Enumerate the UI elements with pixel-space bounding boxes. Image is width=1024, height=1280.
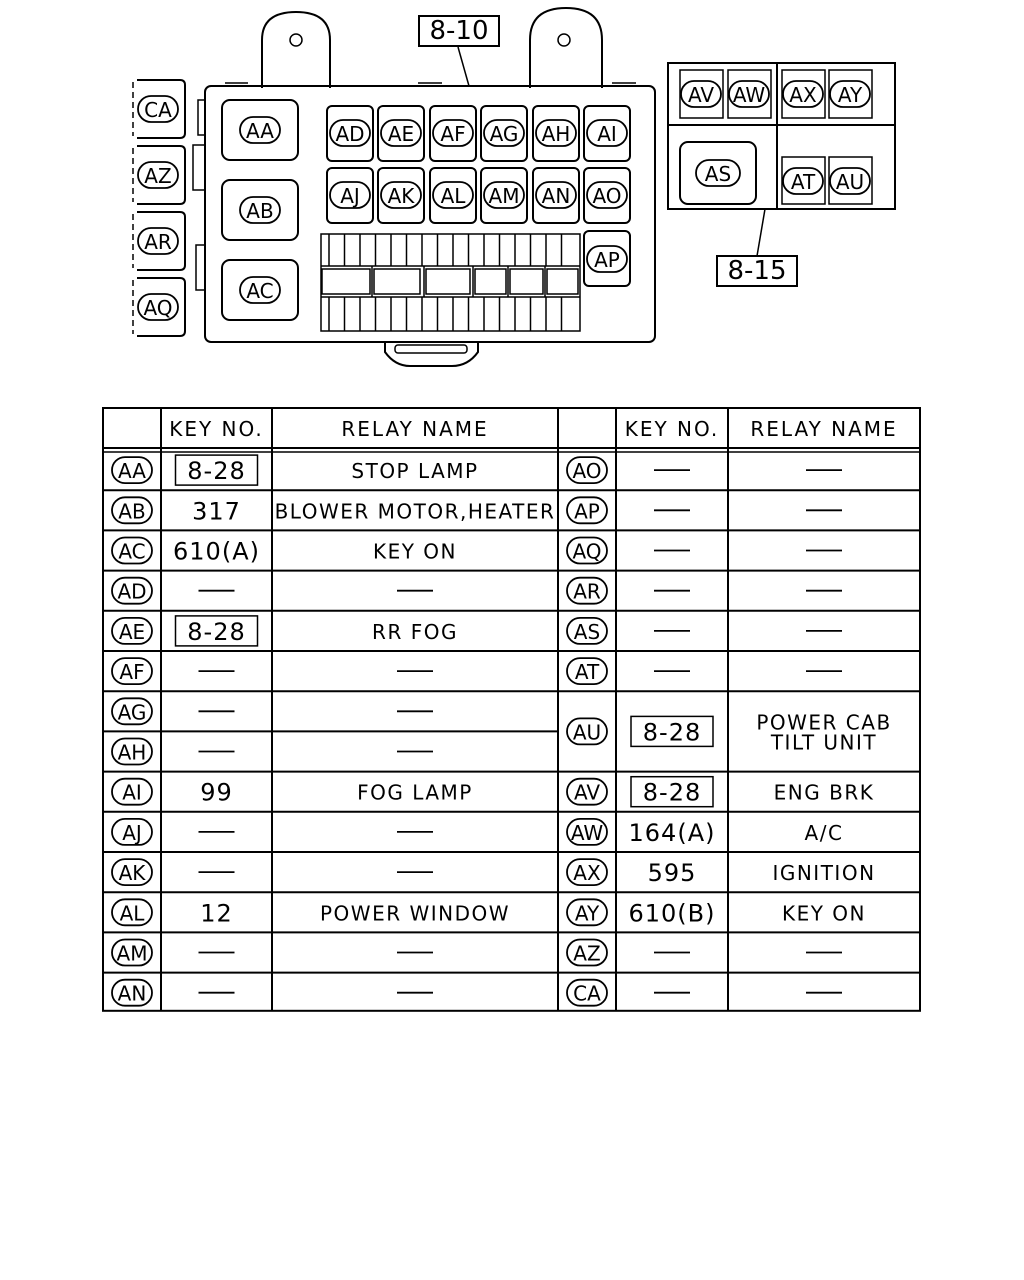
table-row: [103, 571, 558, 604]
table-row: [103, 772, 558, 807]
relay-code-text: AN: [541, 184, 571, 208]
row-code-an: [112, 980, 152, 1006]
relay-aw: [728, 70, 771, 118]
relay-label-aw: [729, 81, 769, 107]
relay-ab: [222, 180, 298, 240]
relay-name: A/C: [804, 820, 844, 845]
relay-label-an: [536, 182, 576, 208]
relay-label-aq: [138, 294, 178, 320]
relay-code-text: AS: [573, 619, 601, 644]
relay-at: [782, 157, 825, 204]
key-number: 595: [647, 859, 697, 888]
relay-ar: [133, 212, 185, 270]
relay-code-text: AZ: [144, 164, 172, 188]
row-code-ah: [112, 739, 152, 765]
row-code-ap: [567, 497, 607, 523]
relay-am: [481, 168, 527, 223]
table-row: [103, 973, 558, 1006]
relay-code-text: AF: [119, 660, 145, 685]
relay-label-ap: [587, 246, 627, 272]
relay-code-text: AQ: [572, 539, 602, 564]
row-code-ax: [567, 859, 607, 885]
relay-code-text: AK: [387, 184, 415, 208]
relay-code-text: AX: [573, 861, 601, 886]
table-header: [169, 417, 897, 441]
relay-code-text: CA: [144, 98, 172, 122]
ref-callout-main: [419, 16, 499, 86]
row-code-aa: [112, 457, 152, 483]
row-code-aq: [567, 538, 607, 564]
relay-label-ao: [587, 182, 627, 208]
row-code-ag: [112, 698, 152, 724]
relay-name: KEY ON: [372, 539, 458, 564]
relay-code-text: AX: [789, 83, 817, 107]
relay-code-text: AQ: [143, 296, 173, 320]
relay-label-ak: [381, 182, 421, 208]
row-code-au: [567, 718, 607, 744]
relay-name: RR FOG: [372, 619, 458, 644]
relay-code-text: AA: [118, 459, 146, 484]
row-code-ad: [112, 578, 152, 604]
header-cell: KEY NO.: [624, 417, 720, 441]
row-code-ca: [567, 980, 607, 1006]
relay-code-text: AI: [597, 122, 617, 146]
relay-code-text: AV: [687, 83, 715, 107]
relay-name: FOG LAMP: [357, 780, 473, 805]
key-number: 99: [200, 778, 233, 807]
table-row: [558, 892, 920, 927]
table-row: [103, 611, 558, 646]
relay-code-text: AY: [837, 83, 863, 107]
relay-code-text: AA: [246, 119, 274, 143]
table-row: [103, 731, 558, 764]
relay-code-text: AC: [118, 539, 146, 564]
header-cell: RELAY NAME: [341, 417, 489, 441]
relay-label-as: [696, 160, 740, 186]
relay-ap: [584, 231, 630, 286]
relay-code-text: AP: [594, 248, 620, 272]
row-code-at: [567, 658, 607, 684]
relay-label-aj: [330, 182, 370, 208]
key-number: 8-28: [187, 457, 246, 486]
relay-code-text: AF: [440, 122, 466, 146]
row-code-ae: [112, 618, 152, 644]
relay-name: ENG BRK: [773, 780, 875, 805]
relay-label-av: [681, 81, 721, 107]
relay-code-text: AE: [387, 122, 415, 146]
row-code-af: [112, 658, 152, 684]
relay-ai: [584, 106, 630, 161]
relay-code-text: AJ: [340, 184, 360, 208]
relay-label-ay: [830, 81, 870, 107]
relay-label-ab: [240, 197, 280, 223]
relay-name-line2: TILT UNIT: [770, 730, 878, 755]
key-number: 8-28: [642, 778, 702, 807]
relay-aa: [222, 100, 298, 160]
relay-label-am: [484, 182, 524, 208]
relay-label-au: [830, 168, 870, 194]
ref-side-label: 8-15: [727, 256, 787, 286]
table-row: [558, 651, 920, 684]
relay-code-text: AZ: [573, 941, 601, 966]
table-row: [103, 530, 558, 565]
relay-label-ca: [138, 96, 178, 122]
relay-code-text: AB: [246, 199, 274, 223]
relay-code-text: AT: [574, 660, 600, 685]
relay-label-ad: [330, 120, 370, 146]
row-code-as: [567, 618, 607, 644]
relay-label-ae: [381, 120, 421, 146]
row-code-am: [112, 940, 152, 966]
relay-code-text: AL: [440, 184, 466, 208]
relay-code-text: AS: [704, 162, 732, 186]
row-code-ac: [112, 538, 152, 564]
relay-code-text: AP: [574, 499, 600, 524]
relay-av: [680, 70, 723, 118]
relay-ad: [327, 106, 373, 161]
relay-label-ar: [138, 228, 178, 254]
relay-code-text: AJ: [122, 820, 142, 845]
ref-main-label: 8-10: [429, 16, 489, 46]
row-code-av: [567, 779, 607, 805]
relay-code-text: AB: [118, 499, 146, 524]
key-number: 12: [200, 899, 233, 928]
relay-aq: [133, 278, 185, 336]
relay-name: IGNITION: [772, 861, 876, 886]
key-number: 317: [192, 497, 241, 526]
relay-ay: [829, 70, 872, 118]
row-code-ao: [567, 457, 607, 483]
table-row: [558, 611, 920, 644]
row-code-ai: [112, 779, 152, 805]
relay-ao: [584, 168, 630, 223]
relay-ag: [481, 106, 527, 161]
relay-ac: [222, 260, 298, 320]
relay-code-text: AW: [570, 820, 604, 845]
relay-code-text: AH: [117, 740, 147, 765]
table-row: [103, 852, 558, 885]
relay-code-text: AD: [335, 122, 365, 146]
table-row: [112, 455, 479, 485]
key-number: 164(A): [628, 818, 716, 847]
relay-ak: [378, 168, 424, 223]
relay-positions: [133, 70, 872, 336]
key-number: 8-28: [187, 617, 246, 646]
relay-code-text: AG: [489, 122, 519, 146]
table-row: [103, 691, 558, 724]
relay-code-text: AK: [118, 861, 146, 886]
relay-label-ac: [240, 277, 280, 303]
relay-af: [430, 106, 476, 161]
row-code-ak: [112, 859, 152, 885]
row-code-aj: [112, 819, 152, 845]
relay-ax: [782, 70, 825, 118]
relay-label-at: [783, 168, 823, 194]
relay-code-text: AG: [117, 700, 147, 725]
table-row: [558, 490, 920, 523]
relay-code-text: AC: [246, 279, 274, 303]
relay-code-text: AL: [119, 901, 145, 926]
table-row: [558, 812, 920, 847]
relay-label-ag: [484, 120, 524, 146]
table-row: [103, 892, 558, 927]
table-row: [558, 932, 920, 965]
relay-az: [133, 146, 185, 204]
key-number: 610(A): [173, 537, 260, 566]
relay-ah: [533, 106, 579, 161]
relay-code-text: AN: [117, 981, 147, 1006]
relay-code-text: AI: [122, 780, 142, 805]
relay-ca: [133, 80, 185, 138]
relay-code-text: AT: [790, 170, 816, 194]
relay-label-ai: [587, 120, 627, 146]
table-row: [558, 571, 920, 604]
relay-label-ah: [536, 120, 576, 146]
table-row: [558, 852, 920, 887]
relay-code-text: AH: [541, 122, 571, 146]
relay-an: [533, 168, 579, 223]
relay-as: [680, 142, 756, 204]
table-row: [558, 530, 920, 563]
ref-callout-side: [717, 209, 797, 286]
table-row: [558, 691, 920, 754]
header-cell: KEY NO.: [169, 417, 264, 441]
relay-code-text: AM: [116, 941, 148, 966]
relay-code-text: AD: [117, 579, 147, 604]
table-row: [558, 772, 920, 807]
key-number: 610(B): [628, 899, 716, 928]
relay-name: STOP LAMP: [351, 459, 479, 484]
table-row: [567, 457, 842, 483]
table-row: [103, 651, 558, 684]
table-row: [103, 932, 558, 965]
row-code-al: [112, 899, 152, 925]
relay-name: POWER WINDOW: [319, 901, 511, 926]
relay-code-text: AR: [144, 230, 172, 254]
relay-label-al: [433, 182, 473, 208]
row-code-ab: [112, 497, 152, 523]
relay-name: BLOWER MOTOR,HEATER: [274, 499, 556, 524]
relay-table: [103, 408, 920, 1011]
relay-code-text: AY: [574, 901, 600, 926]
relay-code-text: AO: [572, 459, 602, 484]
relay-code-text: AR: [573, 579, 601, 604]
relay-name: KEY ON: [781, 901, 867, 926]
relay-label-af: [433, 120, 473, 146]
relay-label-aa: [240, 117, 280, 143]
key-number: 8-28: [642, 718, 702, 747]
row-code-aw: [567, 819, 607, 845]
row-code-az: [567, 940, 607, 966]
relay-code-text: AV: [573, 780, 601, 805]
relay-name: POWER CAB: [756, 710, 892, 735]
header-cell: RELAY NAME: [750, 417, 898, 441]
relay-code-text: AM: [488, 184, 520, 208]
relay-code-text: AW: [732, 83, 766, 107]
relay-aj: [327, 168, 373, 223]
relay-ae: [378, 106, 424, 161]
relay-label-ax: [783, 81, 823, 107]
relay-al: [430, 168, 476, 223]
row-code-ay: [567, 899, 607, 925]
table-row: [558, 973, 920, 1006]
relay-au: [829, 157, 872, 204]
table-row: [103, 490, 558, 525]
row-code-ar: [567, 578, 607, 604]
relay-code-text: CA: [573, 981, 601, 1006]
relay-code-text: AU: [572, 720, 602, 745]
relay-label-az: [138, 162, 178, 188]
table-row: [103, 812, 558, 845]
relay-code-text: AO: [592, 184, 622, 208]
relay-code-text: AE: [118, 619, 146, 644]
relay-code-text: AU: [835, 170, 865, 194]
